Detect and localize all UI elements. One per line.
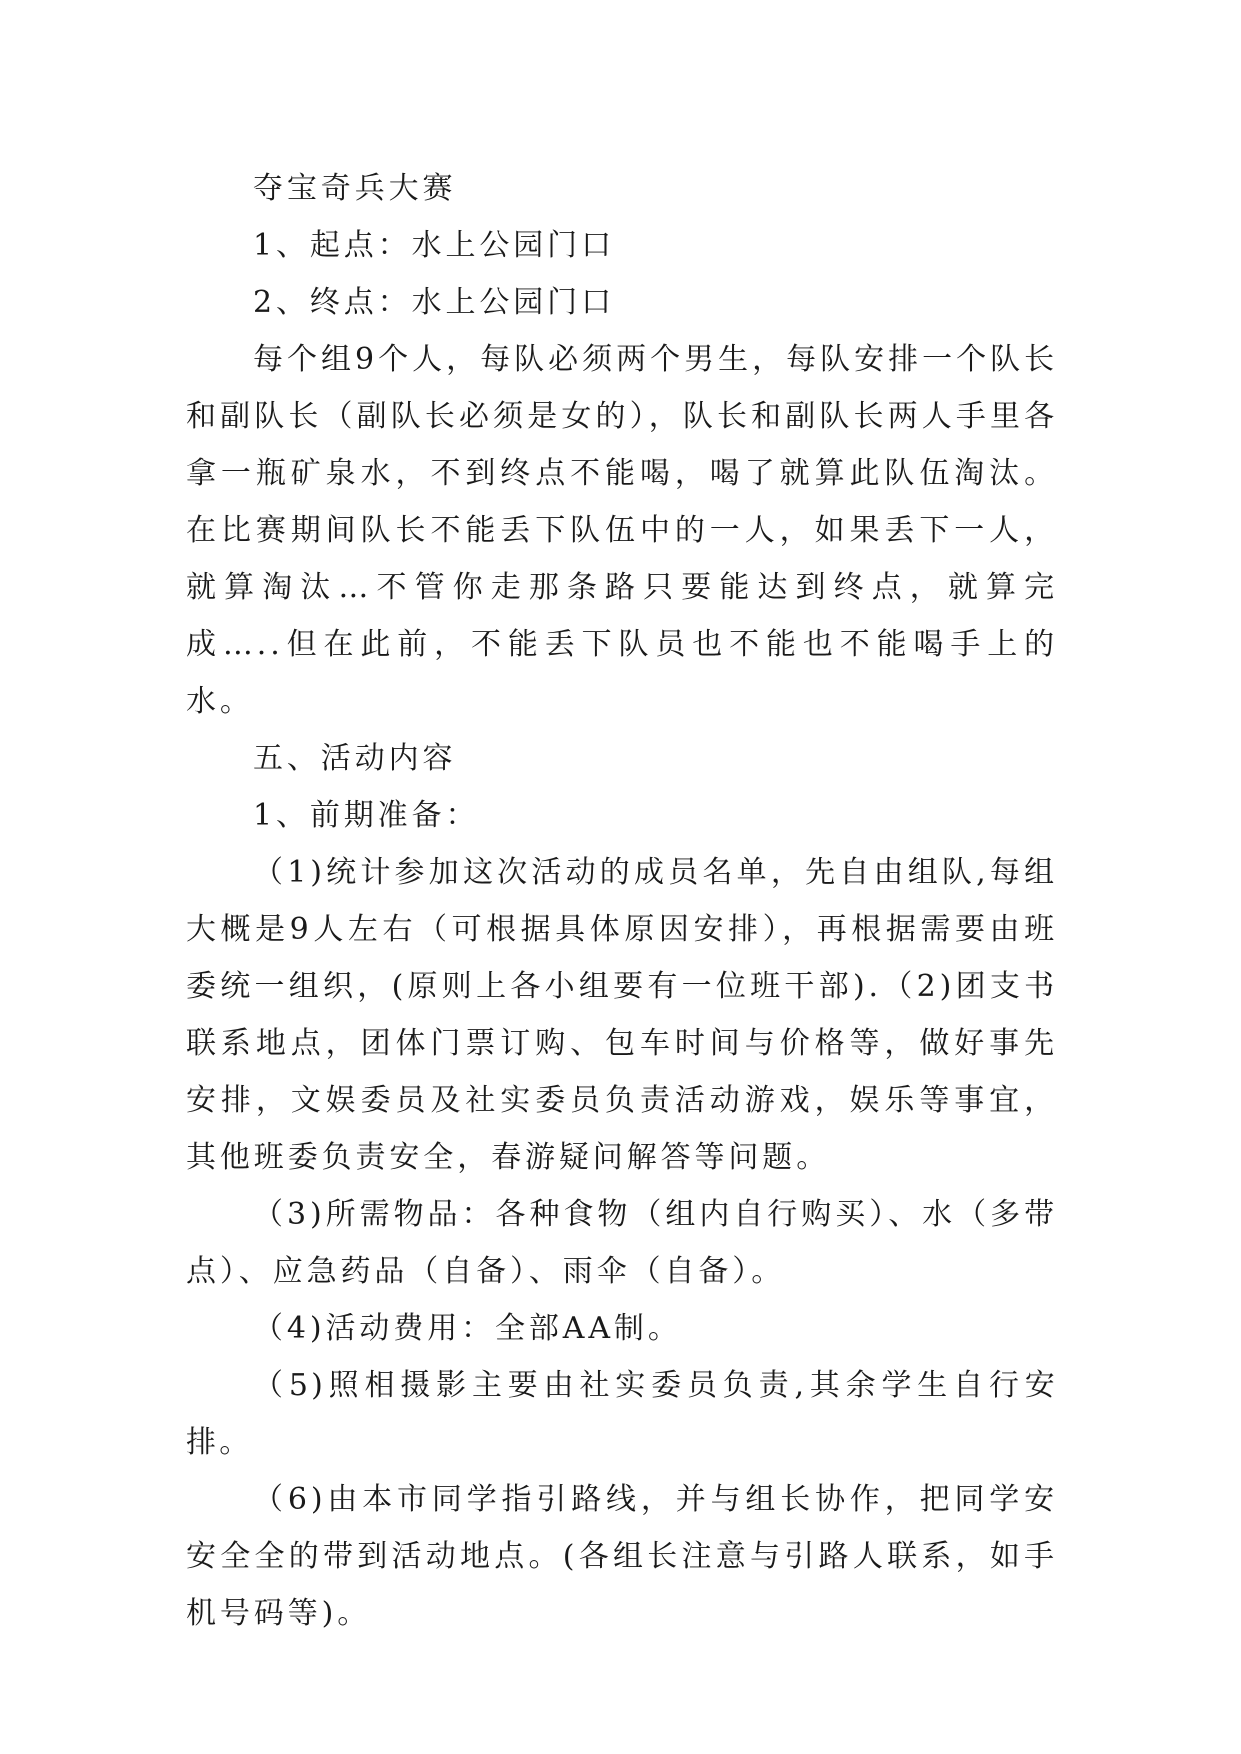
game-rules-paragraph: 每个组9个人，每队必须两个男生，每队安排一个队长和副队长（副队长必须是女的），队长和副队长两人手里各拿一瓶矿泉水，不到终点不能喝，喝了就算此队伍淘汰。在比赛期间队长不能丢下队伍中的一人，如果丢下一人，就算淘汰…不管你走那条路只要能达到终点，就算完成…..但在此前，不能丢下队员也不能也不能喝手上的水。 <box>186 342 1058 719</box>
section-heading-activity-content: 五、活动内容 <box>253 741 457 776</box>
start-point-item: 1、起点：水上公园门口 <box>253 228 615 263</box>
preparation-item-1-2: （1)统计参加这次活动的成员名单，先自由组队,每组大概是9人左右（可根据具体原因安排），再根据需要由班委统一组织，(原则上各小组要有一位班干部).（2)团支书联系地点，团体门票订购、包车时间与价格等，做好事先安排，文娱委员及社实委员负责活动游戏，娱乐等事宜，其他班委负责安全，春游疑问解答等问题。 <box>186 855 1058 1175</box>
preparation-heading: 1、前期准备： <box>253 798 480 833</box>
document-body <box>186 160 1058 1642</box>
preparation-item-3: （3)所需物品：各种食物（组内自行购买）、水（多带点）、应急药品（自备）、雨伞（自备）。 <box>186 1197 1058 1289</box>
preparation-item-6: （6)由本市同学指引路线，并与组长协作，把同学安安全全的带到活动地点。(各组长注意与引路人联系，如手机号码等)。 <box>186 1482 1058 1631</box>
end-point-item: 2、终点：水上公园门口 <box>253 285 615 320</box>
preparation-item-4: （4)活动费用：全部AA制。 <box>253 1311 682 1346</box>
preparation-item-5: （5)照相摄影主要由社实委员负责,其余学生自行安排。 <box>186 1368 1058 1460</box>
section-heading-treasure-hunt: 夺宝奇兵大赛 <box>253 171 457 206</box>
